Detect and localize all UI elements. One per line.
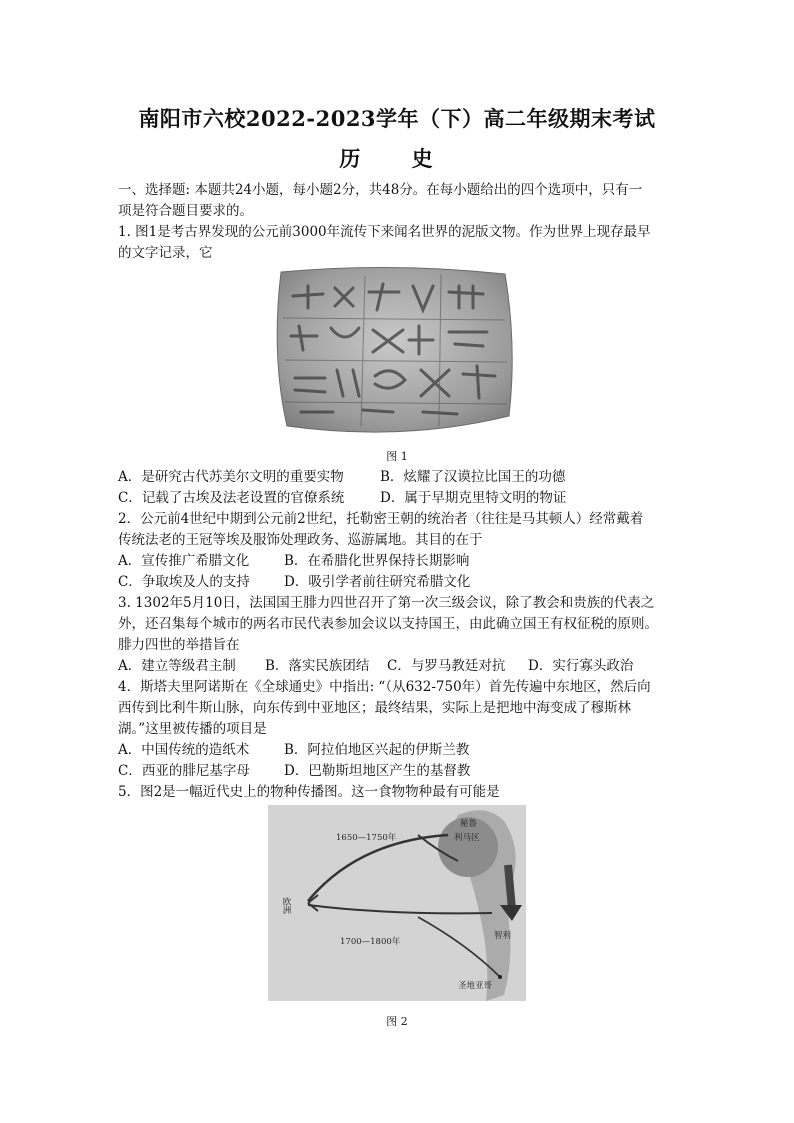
q4-option-a[interactable]: A．中国传统的造纸术 [118,742,250,758]
clay-tablet-image [273,266,515,436]
q2-stem-line-2: 传统法老的王冠等埃及服饰处理政务、巡游属地。其目的在于 [118,532,483,548]
species-spread-map [268,805,526,1001]
exam-title: 南阳市六校2022-2023学年（下）高二年级期末考试 [138,106,656,131]
q4-stem-line-1: 4．斯塔夫里阿诺斯在《全球通史》中指出: “（从632-750年）首先传遍中东地区，然后向 [118,679,651,695]
q1-option-c[interactable]: C．记载了古埃及法老设置的官僚系统 [118,490,345,506]
section-intro-line-2: 项是符合题目要求的。 [118,203,253,219]
map-label-santiago: 圣地亚哥 [458,981,493,991]
section-intro-line-1: 一、选择题: 本题共24小题，每小题2分，共48分。在每小题给出的四个选项中，只有一 [118,182,643,198]
q2-option-c[interactable]: C．争取埃及人的支持 [118,574,250,590]
q1-option-b[interactable]: B．炫耀了汉谟拉比国王的功德 [380,469,566,485]
q2-option-a[interactable]: A．宣传推广希腊文化 [118,553,250,569]
q2-option-b[interactable]: B．在希腊化世界保持长期影响 [284,553,470,569]
q3-stem-line-3: 腓力四世的举措旨在 [118,637,240,653]
q3-option-c[interactable]: C．与罗马教廷对抗 [387,658,506,674]
q4-stem-line-3: 湖。”这里被传播的项目是 [118,721,267,737]
q2-option-d[interactable]: D．吸引学者前往研究希腊文化 [284,574,471,590]
q2-stem-line-1: 2．公元前4世纪中期到公元前2世纪，托勒密王朝的统治者（往往是马其顿人）经常戴着 [118,511,644,527]
q3-stem-line-1: 3. 1302年5月10日，法国国王腓力四世召开了第一次三级会议，除了教会和贵族的代表之 [118,595,655,611]
q1-option-a[interactable]: A．是研究古代苏美尔文明的重要实物 [118,469,344,485]
q4-option-d[interactable]: D．巴勒斯坦地区产生的基督教 [284,763,471,779]
q1-stem-line-1: 1. 图1是考古界发现的公元前3000年流传下来闻名世界的泥版文物。作为世界上现存最早 [118,224,651,240]
q1-option-d[interactable]: D．属于早期克里特文明的物证 [380,490,567,506]
q1-stem-line-2: 的文字记录，它 [118,245,213,261]
q4-stem-line-2: 西传到比利牛斯山脉，向东传到中亚地区；最终结果，实际上是把地中海变成了穆斯林 [118,700,631,716]
subject-title: 历 史 [339,146,455,171]
map-label-europe: 欧洲 [281,897,291,914]
q3-option-d[interactable]: D．实行寡头政治 [528,658,634,674]
map-label-lima: 利马区 [454,833,480,843]
q3-stem-line-2: 外，还召集每个城市的两名市民代表参加会议以支持国王，由此确立国王有权征税的原则。 [118,616,658,632]
q3-option-b[interactable]: B．落实民族团结 [265,658,370,674]
figure-1-caption: 图 1 [386,450,408,463]
map-label-chile: 智利 [494,931,512,941]
q4-option-b[interactable]: B．阿拉伯地区兴起的伊斯兰教 [284,742,470,758]
q5-stem-line-1: 5．图2是一幅近代史上的物种传播图。这一食物物种最有可能是 [118,784,500,800]
q4-option-c[interactable]: C．西亚的腓尼基字母 [118,763,250,779]
map-label-peru: 秘鲁 [460,819,478,829]
map-label-period-1: 1650—1750年 [336,833,397,843]
figure-2-caption: 图 2 [386,1015,408,1028]
map-label-period-2: 1700—1800年 [340,937,401,947]
q3-option-a[interactable]: A．建立等级君主制 [118,658,236,674]
